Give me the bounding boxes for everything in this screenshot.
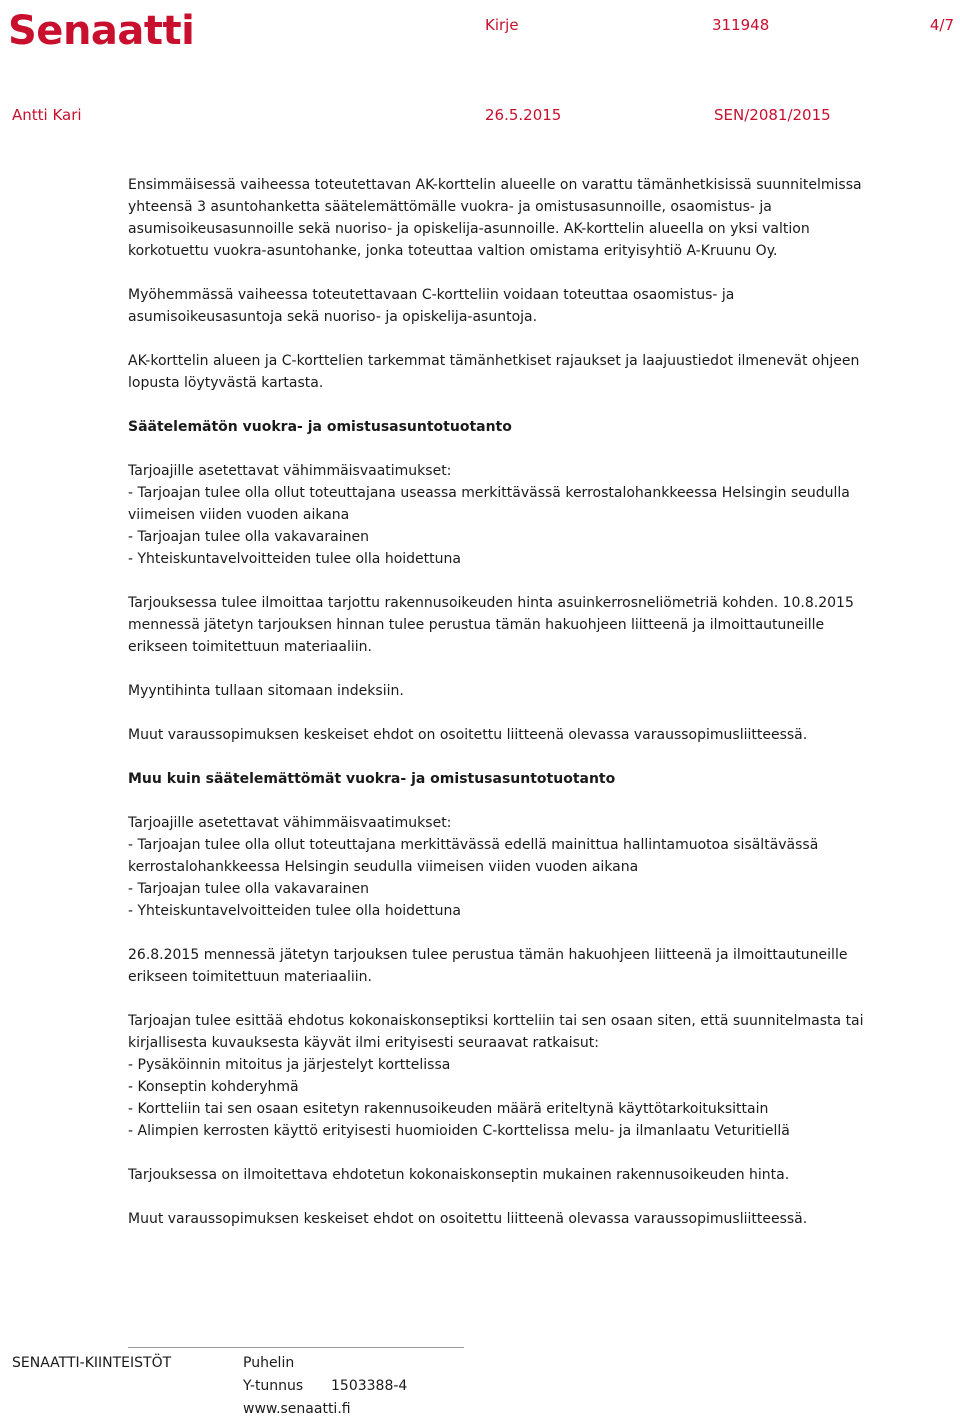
list-item: - Tarjoajan tulee olla ollut toteuttajana merkittävässä edellä mainittua hallintamuotoa sisältävässä kerrostalohankkeessa Helsingin seudulla viimeisen viiden vuoden aikana [128, 837, 819, 875]
list-item: - Tarjoajan tulee olla ollut toteuttajana useassa merkittävässä kerrostalohankkeessa Helsingin seudulla viimeisen viiden vuoden aikana [128, 485, 850, 523]
list-item: - Yhteiskuntavelvoitteiden tulee olla hoidettuna [128, 551, 461, 567]
document-number: 311948 [712, 16, 770, 34]
list-item: - Yhteiskuntavelvoitteiden tulee olla hoidettuna [128, 903, 461, 919]
footer-company: SENAATTI-KIINTEISTÖT [12, 1355, 172, 1371]
document-date: 26.5.2015 [485, 106, 562, 124]
list-item: - Alimpien kerrosten käyttö erityisesti huomioiden C-korttelissa melu- ja ilmanlaatu Veturitiellä [128, 1123, 790, 1139]
paragraph-list [128, 1010, 868, 1142]
list-item: - Tarjoajan tulee olla vakavarainen [128, 881, 369, 897]
list-item: - Konseptin kohderyhmä [128, 1079, 299, 1095]
paragraph: Muut varaussopimuksen keskeiset ehdot on osoitettu liitteenä olevassa varaussopimusliitteessä. [128, 1211, 808, 1227]
section-heading: Muu kuin säätelemättömät vuokra- ja omistusasuntotuotanto [128, 771, 616, 787]
footer-website: www.senaatti.fi [243, 1401, 351, 1417]
page-number: 4/7 [929, 16, 954, 34]
list-item: - Kortteliin tai sen osaan esitetyn rakennusoikeuden määrä eriteltynä käyttötarkoituksittain [128, 1101, 769, 1117]
logo-text: Senaatti [8, 8, 195, 50]
reference-number: SEN/2081/2015 [714, 106, 831, 124]
letter-body [128, 174, 868, 1252]
list-item: - Tarjoajan tulee olla vakavarainen [128, 529, 369, 545]
paragraph-list [128, 460, 868, 570]
list-intro: Tarjoajille asetettavat vähimmäisvaatimukset: [128, 815, 452, 831]
author: Antti Kari [12, 106, 82, 124]
paragraph: Ensimmäisessä vaiheessa toteutettavan AK-korttelin alueelle on varattu tämänhetkisissä suunnitelmissa yhteensä 3 asuntohanketta säätelemättömälle vuokra- ja omistusasunnoille, osaomistus- ja asumisoikeusasunnoille sekä nuoriso- ja opiskelija-asunnoille. AK-korttelin alueella on yksi valtion korkotuettu vuokra-asuntohanke, jonka toteuttaa valtion omistama erityisyhtiö A-Kruunu Oy. [128, 177, 862, 259]
section-heading: Säätelemätön vuokra- ja omistusasuntotuotanto [128, 419, 512, 435]
paragraph-list [128, 812, 868, 922]
paragraph: 26.8.2015 mennessä jätetyn tarjouksen tulee perustua tämän hakuohjeen liitteenä ja ilmoittautuneille erikseen toimitettuun materiaaliin. [128, 947, 848, 985]
paragraph: Tarjouksessa on ilmoitettava ehdotetun kokonaiskonseptin mukainen rakennusoikeuden hinta. [128, 1167, 790, 1183]
list-item: - Pysäköinnin mitoitus ja järjestelyt korttelissa [128, 1057, 451, 1073]
list-intro: Tarjoajille asetettavat vähimmäisvaatimukset: [128, 463, 452, 479]
footer-business-id: 1503388-4 [331, 1378, 408, 1394]
senaatti-logo [8, 6, 198, 50]
paragraph: AK-korttelin alueen ja C-korttelien tarkemmat tämänhetkiset rajaukset ja laajuustiedot ilmenevät ohjeen lopusta löytyvästä kartasta. [128, 353, 860, 391]
paragraph: Myöhemmässä vaiheessa toteutettavaan C-kortteliin voidaan toteuttaa osaomistus- ja asumisoikeusasuntoja sekä nuoriso- ja opiskelija-asuntoja. [128, 287, 735, 325]
document-type: Kirje [485, 16, 519, 34]
list-intro: Tarjoajan tulee esittää ehdotus kokonaiskonseptiksi kortteliin tai sen osaan siten, että suunnitelmasta tai kirjallisesta kuvauksesta käyvät ilmi erityisesti seuraavat ratkaisut: [128, 1013, 864, 1051]
paragraph: Tarjouksessa tulee ilmoittaa tarjottu rakennusoikeuden hinta asuinkerrosneliömetriä kohden. 10.8.2015 mennessä jätetyn tarjouksen hinnan tulee perustua tämän hakuohjeen liitteenä ja ilmoittautuneille erikseen toimitettuun materiaaliin. [128, 595, 854, 655]
footer-business-id-label: Y-tunnus [243, 1378, 304, 1394]
footer-phone-label: Puhelin [243, 1355, 295, 1371]
paragraph: Myyntihinta tullaan sitomaan indeksiin. [128, 683, 404, 699]
paragraph: Muut varaussopimuksen keskeiset ehdot on osoitettu liitteenä olevassa varaussopimusliitteessä. [128, 727, 808, 743]
footer-divider [128, 1347, 464, 1348]
